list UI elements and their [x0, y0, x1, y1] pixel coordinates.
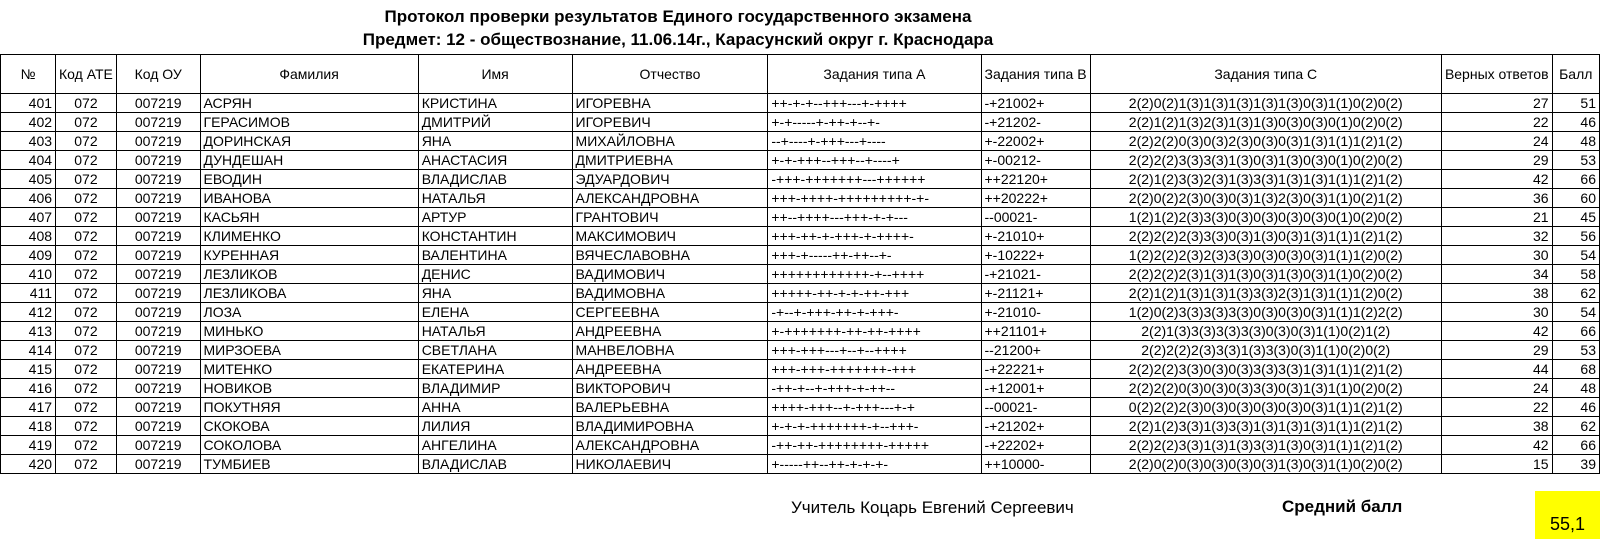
table-row [1, 170, 1600, 189]
header-ate: Код АТЕ [56, 55, 117, 94]
cell-task-c: 2(2)2(2)0(3)0(3)0(3)3(3)0(3)1(3)1(1)0(2)0(2) [1090, 379, 1441, 398]
cell-task-c: 1(2)2(2)2(3)2(3)3(3)0(3)0(3)0(3)1(1)1(2)0(2) [1090, 246, 1441, 265]
cell-num: 412 [1, 303, 56, 322]
cell-surname: ПОКУТНЯЯ [200, 398, 418, 417]
cell-score: 53 [1552, 341, 1599, 360]
cell-task-b: -+21202+ [981, 417, 1090, 436]
cell-task-a: +-+-----+-++-+--+- [768, 113, 981, 132]
cell-patronymic: НИКОЛАЕВИЧ [572, 455, 768, 474]
cell-task-c: 2(2)0(2)1(3)1(3)1(3)1(3)1(3)0(3)1(1)0(2)0(2) [1090, 94, 1441, 113]
table-row [1, 208, 1600, 227]
cell-ou: 007219 [116, 436, 200, 455]
cell-task-b: +-00212- [981, 151, 1090, 170]
cell-ate: 072 [56, 94, 117, 113]
cell-surname: СКОКОВА [200, 417, 418, 436]
cell-task-b: --21200+ [981, 341, 1090, 360]
cell-correct: 38 [1441, 284, 1552, 303]
cell-surname: КУРЕННАЯ [200, 246, 418, 265]
cell-correct: 36 [1441, 189, 1552, 208]
cell-name: ЕЛЕНА [418, 303, 572, 322]
cell-task-a: +++-+-----++-++--+- [768, 246, 981, 265]
cell-ou: 007219 [116, 341, 200, 360]
cell-correct: 42 [1441, 436, 1552, 455]
cell-ate: 072 [56, 151, 117, 170]
table-row [1, 455, 1600, 474]
cell-task-a: -++-++-++++++++-+++++ [768, 436, 981, 455]
cell-num: 418 [1, 417, 56, 436]
cell-score: 66 [1552, 436, 1599, 455]
cell-task-b: ++21101+ [981, 322, 1090, 341]
table-row [1, 360, 1600, 379]
cell-task-a: +-+-+-+++++++-+--+++- [768, 417, 981, 436]
cell-ate: 072 [56, 189, 117, 208]
document-subtitle: Предмет: 12 - обществознание, 11.06.14г., Карасунский округ г. Краснодара [362, 30, 994, 49]
cell-num: 407 [1, 208, 56, 227]
cell-correct: 34 [1441, 265, 1552, 284]
cell-correct: 42 [1441, 170, 1552, 189]
cell-task-a: +++++-++-+-+-++-+++ [768, 284, 981, 303]
cell-ou: 007219 [116, 113, 200, 132]
cell-ou: 007219 [116, 170, 200, 189]
cell-task-a: +++-++++-+++++++++-+- [768, 189, 981, 208]
cell-correct: 42 [1441, 322, 1552, 341]
cell-task-a: --+----+-+++---+---- [768, 132, 981, 151]
cell-correct: 15 [1441, 455, 1552, 474]
cell-score: 60 [1552, 189, 1599, 208]
cell-ou: 007219 [116, 303, 200, 322]
cell-ate: 072 [56, 265, 117, 284]
cell-surname: ДОРИНСКАЯ [200, 132, 418, 151]
cell-task-a: ++--++++---+++-+-+--- [768, 208, 981, 227]
cell-ate: 072 [56, 455, 117, 474]
average-score-value: 55,1 [1535, 491, 1600, 539]
header-name: Имя [418, 55, 572, 94]
cell-ate: 072 [56, 113, 117, 132]
cell-task-b: +-21121+ [981, 284, 1090, 303]
cell-num: 406 [1, 189, 56, 208]
cell-ate: 072 [56, 227, 117, 246]
header-num: № [1, 55, 56, 94]
cell-task-b: +-10222+ [981, 246, 1090, 265]
cell-name: НАТАЛЬЯ [418, 189, 572, 208]
cell-task-a: +++-+++---+--+--++++ [768, 341, 981, 360]
cell-task-c: 2(2)1(3)3(3)3(3)3(3)0(3)0(3)1(1)0(2)1(2) [1090, 322, 1441, 341]
cell-correct: 24 [1441, 132, 1552, 151]
cell-ate: 072 [56, 132, 117, 151]
cell-patronymic: ДМИТРИЕВНА [572, 151, 768, 170]
cell-ou: 007219 [116, 360, 200, 379]
cell-task-b: -+21002+ [981, 94, 1090, 113]
table-row [1, 341, 1600, 360]
cell-score: 53 [1552, 151, 1599, 170]
cell-task-c: 1(2)0(2)3(3)3(3)3(3)0(3)0(3)0(3)1(1)1(2)2(2) [1090, 303, 1441, 322]
cell-ate: 072 [56, 303, 117, 322]
cell-ate: 072 [56, 322, 117, 341]
cell-ate: 072 [56, 208, 117, 227]
cell-task-b: -+22202+ [981, 436, 1090, 455]
cell-task-c: 2(2)2(2)0(3)0(3)2(3)0(3)0(3)1(3)1(1)1(2)1(2) [1090, 132, 1441, 151]
table-header-row [1, 55, 1600, 94]
table-row [1, 436, 1600, 455]
cell-num: 409 [1, 246, 56, 265]
results-table [0, 54, 1600, 474]
cell-surname: МИТЕНКО [200, 360, 418, 379]
cell-name: КОНСТАНТИН [418, 227, 572, 246]
cell-ou: 007219 [116, 208, 200, 227]
cell-patronymic: ВАДИМОВНА [572, 284, 768, 303]
header-surname: Фамилия [200, 55, 418, 94]
cell-score: 39 [1552, 455, 1599, 474]
table-row [1, 379, 1600, 398]
cell-name: ДМИТРИЙ [418, 113, 572, 132]
cell-correct: 27 [1441, 94, 1552, 113]
cell-task-a: +-+++++++-++-++-++++ [768, 322, 981, 341]
cell-name: ВЛАДИСЛАВ [418, 170, 572, 189]
cell-name: ЛИЛИЯ [418, 417, 572, 436]
cell-task-b: --00021- [981, 398, 1090, 417]
cell-name: АНГЕЛИНА [418, 436, 572, 455]
cell-surname: ЛЕЗЛИКОВ [200, 265, 418, 284]
cell-score: 56 [1552, 227, 1599, 246]
cell-correct: 22 [1441, 113, 1552, 132]
cell-ate: 072 [56, 417, 117, 436]
cell-num: 405 [1, 170, 56, 189]
cell-name: ВАЛЕНТИНА [418, 246, 572, 265]
table-row [1, 265, 1600, 284]
cell-num: 401 [1, 94, 56, 113]
cell-task-b: --00021- [981, 208, 1090, 227]
cell-name: ЯНА [418, 284, 572, 303]
cell-patronymic: ИГОРЕВНА [572, 94, 768, 113]
cell-ate: 072 [56, 360, 117, 379]
cell-correct: 32 [1441, 227, 1552, 246]
cell-surname: МИНЬКО [200, 322, 418, 341]
cell-task-c: 2(2)1(2)1(3)1(3)1(3)3(3)2(3)1(3)1(1)1(2)0(2) [1090, 284, 1441, 303]
cell-correct: 24 [1441, 379, 1552, 398]
cell-patronymic: МАНВЕЛОВНА [572, 341, 768, 360]
cell-name: СВЕТЛАНА [418, 341, 572, 360]
cell-patronymic: МАКСИМОВИЧ [572, 227, 768, 246]
cell-patronymic: ИГОРЕВИЧ [572, 113, 768, 132]
cell-name: ЕКАТЕРИНА [418, 360, 572, 379]
cell-task-c: 2(2)2(2)2(3)3(3)1(3)3(3)0(3)1(1)0(2)0(2) [1090, 341, 1441, 360]
cell-score: 58 [1552, 265, 1599, 284]
header-task-b: Задания типа В [981, 55, 1090, 94]
cell-patronymic: АНДРЕЕВНА [572, 322, 768, 341]
cell-correct: 38 [1441, 417, 1552, 436]
header-task-c: Задания типа С [1090, 55, 1441, 94]
cell-name: НАТАЛЬЯ [418, 322, 572, 341]
cell-task-a: ++-+-+--+++---+-++++ [768, 94, 981, 113]
cell-num: 410 [1, 265, 56, 284]
cell-name: АРТУР [418, 208, 572, 227]
cell-patronymic: ВИКТОРОВИЧ [572, 379, 768, 398]
table-row [1, 303, 1600, 322]
cell-task-c: 2(2)0(2)0(3)0(3)0(3)0(3)1(3)0(3)1(1)0(2)0(2) [1090, 455, 1441, 474]
cell-score: 62 [1552, 417, 1599, 436]
cell-name: ДЕНИС [418, 265, 572, 284]
cell-surname: ГЕРАСИМОВ [200, 113, 418, 132]
table-row [1, 132, 1600, 151]
cell-task-a: +++-+++-+++++++-+++ [768, 360, 981, 379]
cell-task-a: -++-+--+-+++-+-++-- [768, 379, 981, 398]
cell-patronymic: АЛЕКСАНДРОВНА [572, 436, 768, 455]
header-ou: Код ОУ [116, 55, 200, 94]
table-row [1, 398, 1600, 417]
cell-num: 414 [1, 341, 56, 360]
cell-patronymic: ГРАНТОВИЧ [572, 208, 768, 227]
cell-correct: 44 [1441, 360, 1552, 379]
cell-task-c: 2(2)1(2)1(3)2(3)1(3)1(3)0(3)0(3)0(1)0(2)0(2) [1090, 113, 1441, 132]
cell-task-b: +-21010+ [981, 227, 1090, 246]
cell-task-b: -+12001+ [981, 379, 1090, 398]
cell-ou: 007219 [116, 94, 200, 113]
cell-ou: 007219 [116, 189, 200, 208]
cell-ate: 072 [56, 246, 117, 265]
cell-ate: 072 [56, 379, 117, 398]
cell-task-a: -+++-+++++++---++++++ [768, 170, 981, 189]
cell-patronymic: АЛЕКСАНДРОВНА [572, 189, 768, 208]
table-row [1, 227, 1600, 246]
cell-task-c: 2(2)1(2)3(3)2(3)1(3)3(3)1(3)1(3)1(1)1(2)1(2) [1090, 170, 1441, 189]
header-patronymic: Отчество [572, 55, 768, 94]
cell-ou: 007219 [116, 151, 200, 170]
cell-score: 54 [1552, 303, 1599, 322]
cell-num: 403 [1, 132, 56, 151]
cell-num: 417 [1, 398, 56, 417]
cell-task-b: -+21021- [981, 265, 1090, 284]
cell-task-c: 2(2)2(2)3(3)0(3)0(3)3(3)3(3)1(3)1(1)1(2)1(2) [1090, 360, 1441, 379]
cell-correct: 21 [1441, 208, 1552, 227]
cell-task-c: 2(2)1(2)3(3)1(3)3(3)1(3)1(3)1(3)1(1)1(2)1(2) [1090, 417, 1441, 436]
cell-num: 404 [1, 151, 56, 170]
cell-patronymic: ВЛАДИМИРОВНА [572, 417, 768, 436]
cell-task-b: ++20222+ [981, 189, 1090, 208]
cell-task-b: -+22221+ [981, 360, 1090, 379]
cell-surname: МИРЗОЕВА [200, 341, 418, 360]
cell-num: 419 [1, 436, 56, 455]
cell-score: 46 [1552, 398, 1599, 417]
cell-ate: 072 [56, 284, 117, 303]
cell-ate: 072 [56, 436, 117, 455]
cell-score: 46 [1552, 113, 1599, 132]
cell-ou: 007219 [116, 246, 200, 265]
cell-task-b: +-21010- [981, 303, 1090, 322]
cell-task-c: 2(2)2(2)3(3)1(3)1(3)3(3)1(3)0(3)1(1)1(2)1(2) [1090, 436, 1441, 455]
cell-patronymic: МИХАЙЛОВНА [572, 132, 768, 151]
cell-ate: 072 [56, 398, 117, 417]
cell-ou: 007219 [116, 265, 200, 284]
cell-task-c: 2(2)2(2)2(3)3(3)0(3)1(3)0(3)1(3)1(1)1(2)1(2) [1090, 227, 1441, 246]
cell-surname: ДУНДЕШАН [200, 151, 418, 170]
cell-surname: ЕВОДИН [200, 170, 418, 189]
cell-correct: 30 [1441, 246, 1552, 265]
cell-surname: АСРЯН [200, 94, 418, 113]
cell-surname: ИВАНОВА [200, 189, 418, 208]
cell-task-b: +-22002+ [981, 132, 1090, 151]
cell-ou: 007219 [116, 455, 200, 474]
cell-patronymic: ВАЛЕРЬЕВНА [572, 398, 768, 417]
cell-score: 48 [1552, 379, 1599, 398]
document-title: Протокол проверки результатов Единого государственного экзамена [384, 7, 972, 26]
cell-task-a: +++-++-+-+++-+-++++- [768, 227, 981, 246]
cell-task-b: -+21202- [981, 113, 1090, 132]
cell-score: 66 [1552, 170, 1599, 189]
table-row [1, 151, 1600, 170]
cell-task-a: +-+-+++--+++--+----+ [768, 151, 981, 170]
cell-surname: ЛОЗА [200, 303, 418, 322]
cell-task-a: ++++++++++++-+--++++ [768, 265, 981, 284]
cell-surname: КАСЬЯН [200, 208, 418, 227]
table-row [1, 113, 1600, 132]
cell-ou: 007219 [116, 398, 200, 417]
cell-name: ЯНА [418, 132, 572, 151]
header-correct: Верных ответов [1441, 55, 1552, 94]
cell-correct: 22 [1441, 398, 1552, 417]
cell-surname: ТУМБИЕВ [200, 455, 418, 474]
cell-name: КРИСТИНА [418, 94, 572, 113]
cell-score: 48 [1552, 132, 1599, 151]
cell-surname: НОВИКОВ [200, 379, 418, 398]
cell-task-b: ++10000- [981, 455, 1090, 474]
cell-task-c: 2(2)2(2)3(3)3(3)1(3)0(3)1(3)0(3)0(1)0(2)0(2) [1090, 151, 1441, 170]
cell-task-a: +-----++--++-+-+-+- [768, 455, 981, 474]
table-row [1, 189, 1600, 208]
cell-task-c: 2(2)0(2)2(3)0(3)0(3)1(3)2(3)0(3)1(1)0(2)1(2) [1090, 189, 1441, 208]
table-row [1, 284, 1600, 303]
cell-score: 68 [1552, 360, 1599, 379]
cell-ate: 072 [56, 170, 117, 189]
cell-patronymic: ВЯЧЕСЛАВОВНА [572, 246, 768, 265]
cell-name: АНАСТАСИЯ [418, 151, 572, 170]
cell-ou: 007219 [116, 284, 200, 303]
cell-score: 54 [1552, 246, 1599, 265]
cell-num: 413 [1, 322, 56, 341]
table-row [1, 94, 1600, 113]
cell-score: 62 [1552, 284, 1599, 303]
cell-correct: 29 [1441, 341, 1552, 360]
cell-ou: 007219 [116, 227, 200, 246]
cell-num: 408 [1, 227, 56, 246]
cell-num: 402 [1, 113, 56, 132]
cell-ate: 072 [56, 341, 117, 360]
header-score: Балл [1552, 55, 1599, 94]
cell-score: 45 [1552, 208, 1599, 227]
cell-name: АННА [418, 398, 572, 417]
cell-score: 66 [1552, 322, 1599, 341]
average-score-label: Средний балл [1282, 497, 1403, 516]
cell-patronymic: СЕРГЕЕВНА [572, 303, 768, 322]
cell-surname: СОКОЛОВА [200, 436, 418, 455]
cell-task-b: ++22120+ [981, 170, 1090, 189]
cell-ou: 007219 [116, 417, 200, 436]
cell-task-a: ++++-+++--+-+++---+-+ [768, 398, 981, 417]
cell-name: ВЛАДИМИР [418, 379, 572, 398]
table-row [1, 417, 1600, 436]
cell-patronymic: ЭДУАРДОВИЧ [572, 170, 768, 189]
cell-num: 411 [1, 284, 56, 303]
cell-task-c: 1(2)1(2)2(3)3(3)0(3)0(3)0(3)0(3)0(1)0(2)0(2) [1090, 208, 1441, 227]
cell-num: 420 [1, 455, 56, 474]
cell-ou: 007219 [116, 132, 200, 151]
cell-surname: КЛИМЕНКО [200, 227, 418, 246]
cell-num: 416 [1, 379, 56, 398]
cell-score: 51 [1552, 94, 1599, 113]
cell-surname: ЛЕЗЛИКОВА [200, 284, 418, 303]
cell-task-a: -+--+-+++-++-+-+++- [768, 303, 981, 322]
cell-ou: 007219 [116, 379, 200, 398]
header-task-a: Задания типа А [768, 55, 981, 94]
cell-correct: 30 [1441, 303, 1552, 322]
cell-patronymic: ВАДИМОВИЧ [572, 265, 768, 284]
cell-ou: 007219 [116, 322, 200, 341]
cell-task-c: 0(2)2(2)2(3)0(3)0(3)0(3)0(3)0(3)1(1)1(2)1(2) [1090, 398, 1441, 417]
table-row [1, 322, 1600, 341]
teacher-name: Учитель Коцарь Евгений Сергеевич [791, 498, 1074, 517]
cell-patronymic: АНДРЕЕВНА [572, 360, 768, 379]
cell-correct: 29 [1441, 151, 1552, 170]
cell-task-c: 2(2)2(2)2(3)1(3)1(3)0(3)1(3)0(3)1(1)0(2)0(2) [1090, 265, 1441, 284]
table-row [1, 246, 1600, 265]
cell-name: ВЛАДИСЛАВ [418, 455, 572, 474]
cell-num: 415 [1, 360, 56, 379]
